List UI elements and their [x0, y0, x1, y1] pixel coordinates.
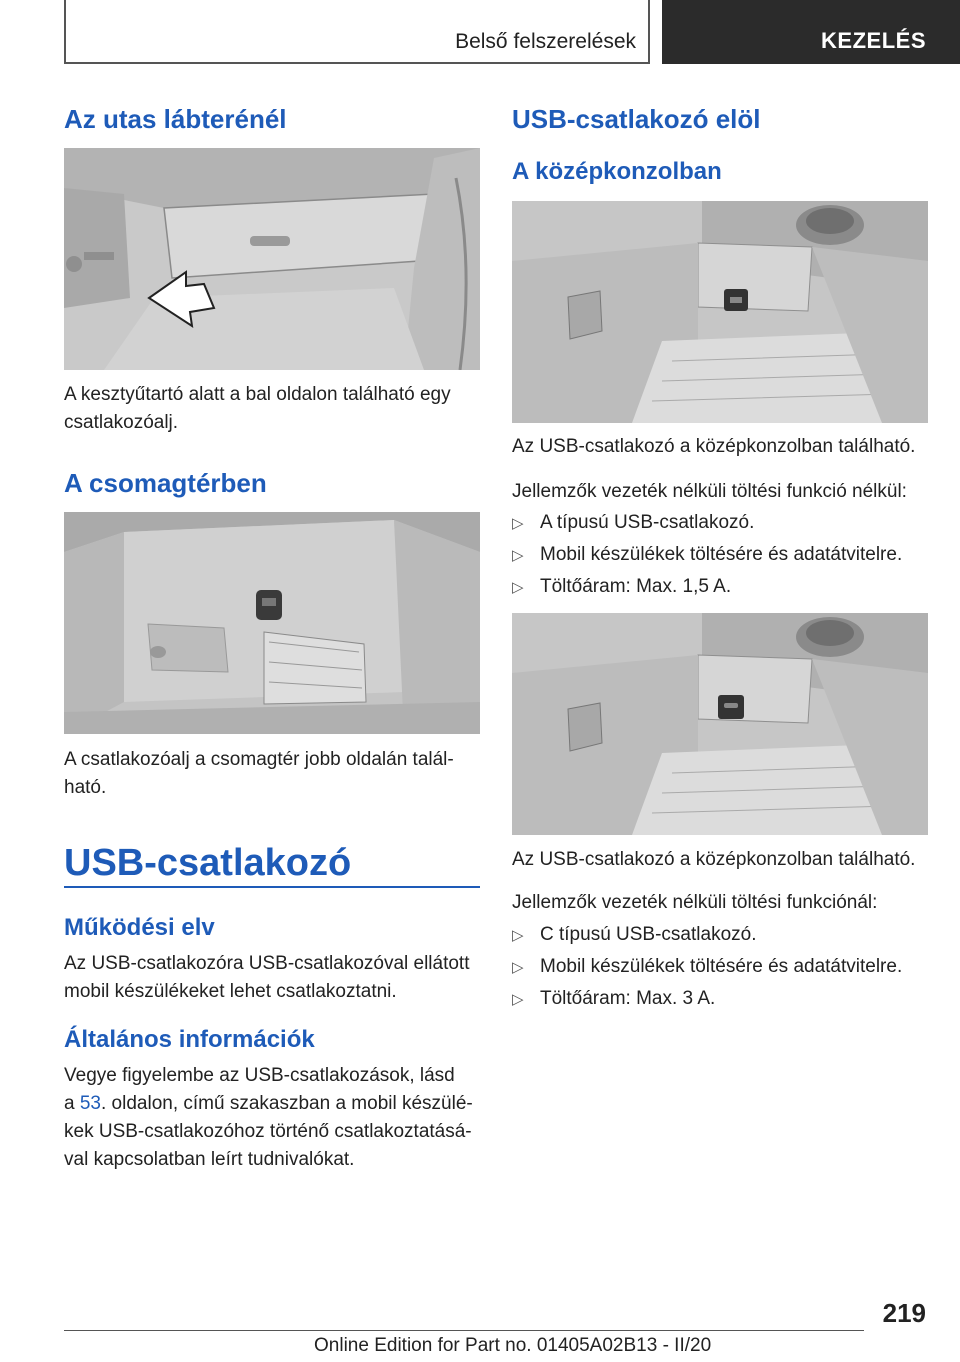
image-console-usb-c: [512, 613, 928, 835]
feature-c-item: ▷ C típusú USB-csatlakozó.: [512, 924, 757, 945]
feature-a-item: ▷ Töltőáram: Max. 1,5 A.: [512, 576, 732, 597]
caption-trunk-line2: ható.: [64, 777, 107, 798]
principle-line2: mobil készülékeket lehet csatlakoztatni.: [64, 981, 397, 1002]
bullet-triangle-icon: ▷: [512, 959, 524, 976]
caption-console-c: Az USB-csatlakozó a középkonzolban található.: [512, 849, 916, 870]
heading-general-info: Általános információk: [64, 1026, 315, 1053]
general-line3: kek USB-csatlakozóhoz történő csatlakoztatásá-: [64, 1121, 472, 1142]
caption-footwell-line2: csatlakozóalj.: [64, 412, 179, 433]
heading-operating-principle: Működési elv: [64, 914, 215, 941]
general-line2-post: . oldalon, című szakaszban a mobil készülé-: [101, 1093, 473, 1114]
bullet-triangle-icon: ▷: [512, 991, 524, 1008]
heading-center-console: A középkonzolban: [512, 158, 722, 185]
heading-underline: [64, 886, 480, 888]
caption-footwell-line1: A kesztyűtartó alatt a bal oldalon található egy: [64, 384, 451, 405]
general-line2: [64, 1090, 473, 1118]
feature-a-item: ▷ A típusú USB-csatlakozó.: [512, 512, 755, 533]
feature-c-item: ▷ Mobil készülékek töltésére és adatátvitelre.: [512, 956, 903, 977]
footer-edition: Online Edition for Part no. 01405A02B13 - II/20: [314, 1335, 712, 1356]
heading-usb-connector: USB-csatlakozó: [64, 842, 352, 884]
header-section-title: Belső felszerelések: [455, 30, 636, 53]
image-trunk-socket: [64, 512, 480, 734]
header-section-tab: [64, 0, 650, 64]
feature-c-item: ▷ Töltőáram: Max. 3 A.: [512, 988, 716, 1009]
general-line4: val kapcsolatban leírt tudnivalókat.: [64, 1149, 355, 1170]
image-console-usb-a: [512, 201, 928, 423]
footer-divider: [64, 1330, 864, 1331]
features-c-intro: Jellemzők vezeték nélküli töltési funkciónál:: [512, 892, 878, 913]
general-line2-pre: a: [64, 1093, 80, 1114]
caption-console-a: Az USB-csatlakozó a középkonzolban található.: [512, 436, 916, 457]
caption-trunk-line1: A csatlakozóalj a csomagtér jobb oldalán talál-: [64, 749, 454, 770]
feature-a-item: ▷ Mobil készülékek töltésére és adatátvitelre.: [512, 544, 903, 565]
bullet-triangle-icon: ▷: [512, 547, 524, 564]
heading-usb-front: USB-csatlakozó elöl: [512, 104, 761, 134]
page-number: 219: [882, 1298, 926, 1328]
image-glovebox-footwell: [64, 148, 480, 370]
header-chapter-title: KEZELÉS: [821, 28, 926, 53]
features-a-intro: Jellemzők vezeték nélküli töltési funkció nélkül:: [512, 481, 907, 502]
page-reference-link[interactable]: 53: [79, 1093, 101, 1114]
bullet-triangle-icon: ▷: [512, 927, 524, 944]
bullet-triangle-icon: ▷: [512, 579, 524, 596]
principle-line1: Az USB-csatlakozóra USB-csatlakozóval ellátott: [64, 953, 470, 974]
bullet-triangle-icon: ▷: [512, 515, 524, 532]
general-line1: Vegye figyelembe az USB-csatlakozások, lásd: [64, 1065, 455, 1086]
header-chapter-tab: [662, 0, 960, 64]
heading-trunk: A csomagtérben: [64, 468, 267, 498]
heading-footwell: Az utas lábterénél: [64, 104, 287, 134]
